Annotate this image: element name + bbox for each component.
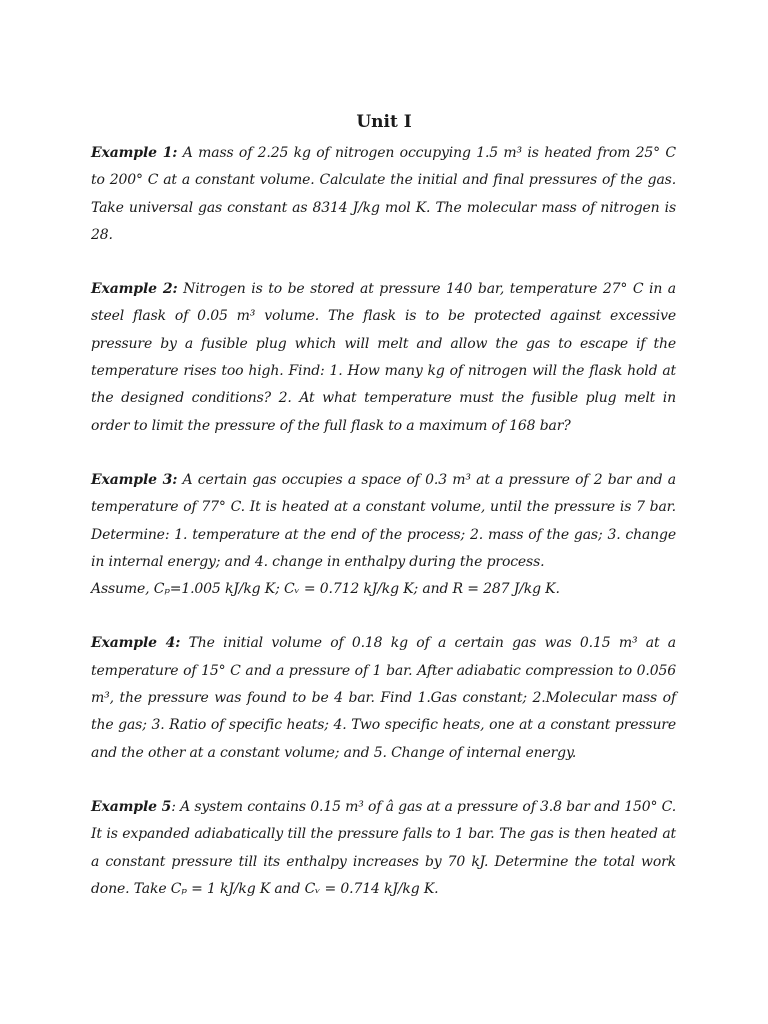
example-4-text: The initial volume of 0.18 kg of a certain gas was 0.15 m³ at a temperature of 15° C and a pressure of 1 bar. After adiabatic compression to 0.056 m³, the pressure was found to be 4 bar. Find 1.Gas constant; 2.Molecular mass of the gas; 3. Ratio of specific heats; 4. Two specific heats, one at a constant pressure and the other at a constant volume; and 5. Change of internal energy. — [91, 635, 676, 761]
example-4-label: Example 4: — [91, 635, 181, 652]
example-2-text: Nitrogen is to be stored at pressure 140 bar, temperature 27° C in a steel flask of 0.05 m³ volume. The flask is to be protected against excessive pressure by a fusible plug which will melt and allow the gas to escape if the temperature rises too high. Find: 1. How many kg of nitrogen will the flask hold at the designed conditions? 2. At what temperature must the fusible plug melt in order to limit the pressure of the full flask to a maximum of 168 bar? — [91, 281, 676, 434]
example-4 — [91, 630, 676, 766]
example-3-label: Example 3: — [91, 471, 178, 488]
example-1-text: A mass of 2.25 kg of nitrogen occupying 1.5 m³ is heated from 25° C to 200° C at a constant volume. Calculate the initial and final pressures of the gas. Take universal gas constant as 8314 J/kg mol K. The molecular mass of nitrogen is 28. — [91, 145, 676, 243]
page-title: Unit I — [356, 112, 412, 132]
example-1-label: Example 1: — [91, 145, 178, 161]
example-2 — [91, 276, 676, 440]
example-2-label: Example 2: — [91, 281, 178, 298]
example-5-label: Example 5 — [91, 798, 172, 815]
examples-list — [91, 140, 676, 930]
example-3 — [91, 467, 676, 603]
example-1 — [91, 140, 676, 249]
example-5 — [91, 794, 676, 903]
example-5-text: : A system contains 0.15 m³ of â gas at a pressure of 3.8 bar and 150° C. It is expanded adiabatically till the pressure falls to 1 bar. The gas is then heated at a constant pressure till its enthalpy increases by 70 kJ. Determine the total work done. Take Cₚ = 1 kJ/kg K and Cᵥ = 0.714 kJ/kg K. — [91, 798, 677, 897]
example-3-assumptions: Assume, Cₚ=1.005 kJ/kg K; Cᵥ = 0.712 kJ/kg K; and R = 287 J/kg K. — [91, 581, 560, 598]
example-3-text: A certain gas occupies a space of 0.3 m³ at a pressure of 2 bar and a temperature of 77° C. It is heated at a constant volume, until the pressure is 7 bar. Determine: 1. temperature at the end of the process; 2. mass of the gas; 3. change in internal energy; and 4. change in enthalpy during the process. — [91, 471, 677, 570]
